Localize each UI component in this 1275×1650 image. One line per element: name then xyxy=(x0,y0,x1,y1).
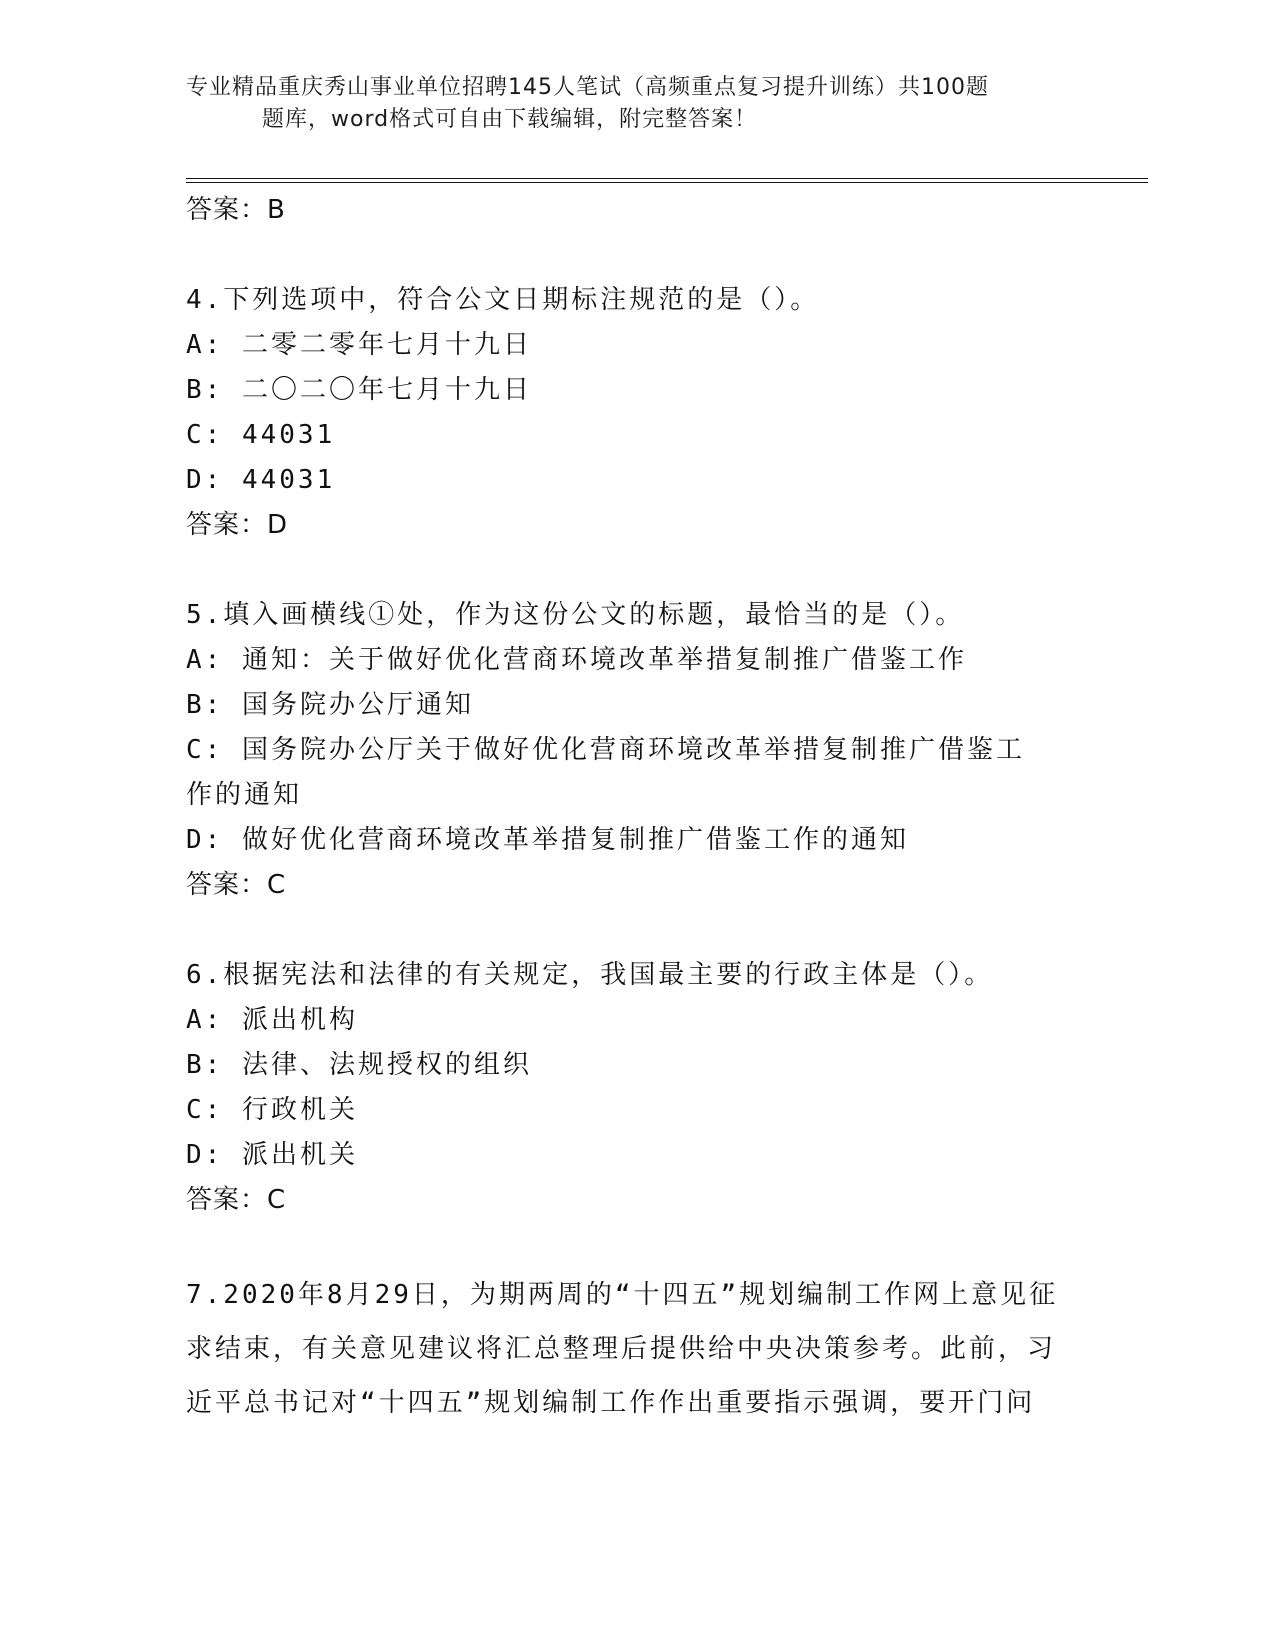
option-c: C: 44031 xyxy=(186,420,336,450)
question-stem: 5.填入画横线①处，作为这份公文的标题，最恰当的是（）。 xyxy=(186,600,965,630)
option-c: C: 国务院办公厅关于做好优化营商环境改革举措复制推广借鉴工作的通知 xyxy=(186,735,1025,810)
option-a: A: 派出机构 xyxy=(186,1005,358,1035)
answer: 答案：D xyxy=(186,510,289,540)
question-stem: 4.下列选项中，符合公文日期标注规范的是（）。 xyxy=(186,285,820,315)
option-a: A: 二零二零年七月十九日 xyxy=(186,330,532,360)
option-b: B: 二〇二〇年七月十九日 xyxy=(186,375,532,405)
option-d: D: 做好优化营商环境改革举措复制推广借鉴工作的通知 xyxy=(186,825,909,855)
answer-previous: 答案：B xyxy=(186,195,286,225)
document-body xyxy=(186,188,1086,1430)
spacer xyxy=(186,548,1086,593)
question-stem: 6.根据宪法和法律的有关规定，我国最主要的行政主体是（）。 xyxy=(186,960,994,990)
header-title-line1: 专业精品重庆秀山事业单位招聘145人笔试（高频重点复习提升训练）共100题 xyxy=(186,75,989,100)
option-c: C: 行政机关 xyxy=(186,1095,358,1125)
header-divider-top xyxy=(186,178,1148,179)
document-header xyxy=(186,72,1066,136)
header-title-line2: 题库，word格式可自由下载编辑，附完整答案！ xyxy=(262,107,758,132)
option-d: D: 44031 xyxy=(186,465,336,495)
answer: 答案：C xyxy=(186,1185,287,1215)
option-b: B: 国务院办公厅通知 xyxy=(186,690,474,720)
spacer xyxy=(186,233,1086,278)
header-divider-bottom xyxy=(186,182,1148,183)
option-a: A: 通知：关于做好优化营商环境改革举措复制推广借鉴工作 xyxy=(186,645,967,675)
spacer xyxy=(186,908,1086,953)
option-b: B: 法律、法规授权的组织 xyxy=(186,1050,532,1080)
answer: 答案：C xyxy=(186,870,287,900)
question-stem: 7.2020年8月29日，为期两周的“十四五”规划编制工作网上意见征求结束，有关意见建议将汇总整理后提供给中央决策参考。此前，习近平总书记对“十四五”规划编制工作作出重要指示强调，要开门问 xyxy=(186,1280,1059,1418)
option-d: D: 派出机关 xyxy=(186,1140,358,1170)
spacer xyxy=(186,1223,1086,1268)
